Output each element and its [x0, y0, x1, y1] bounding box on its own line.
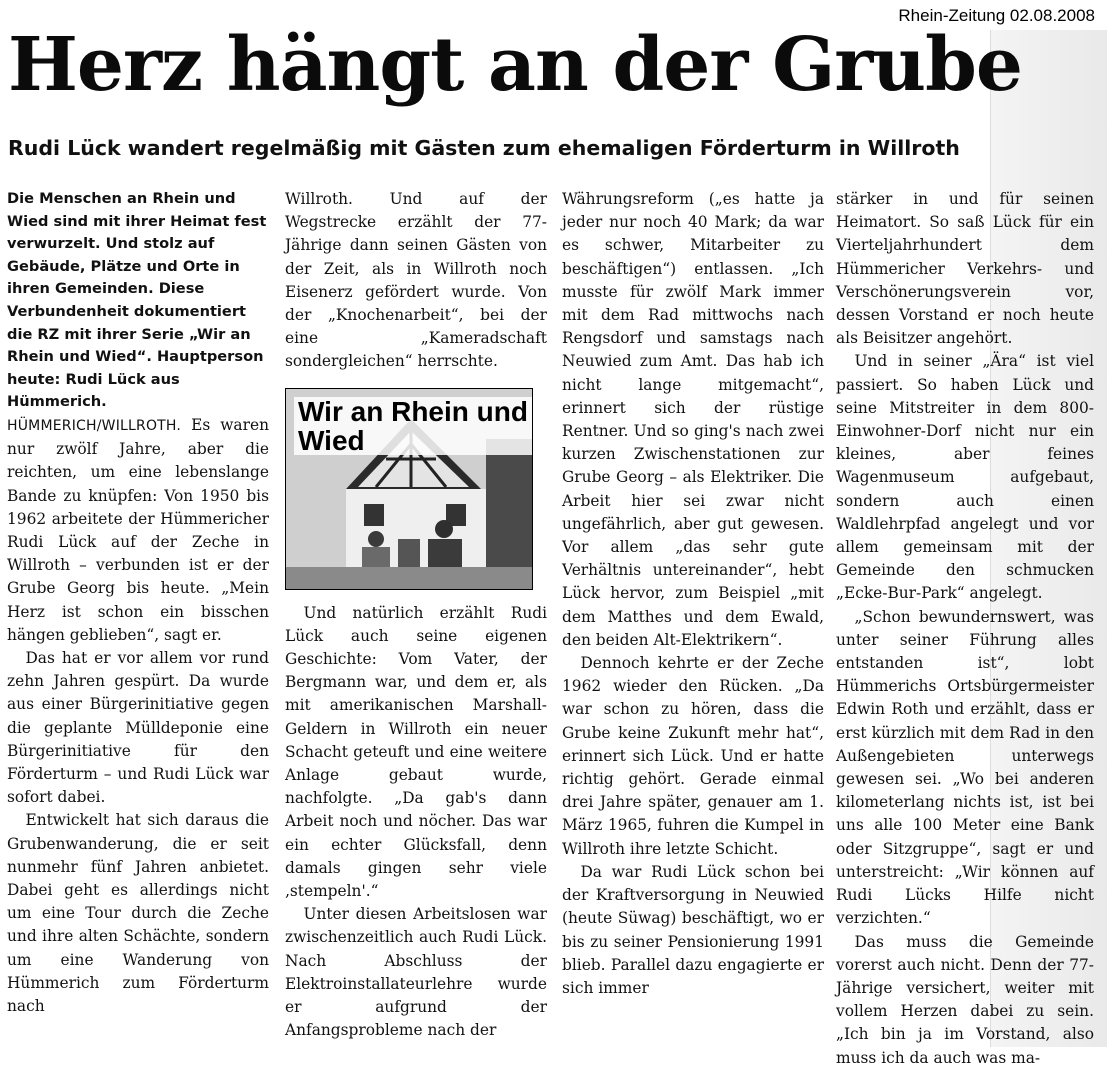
source-date-label: Rhein-Zeitung 02.08.2008	[898, 6, 1095, 25]
series-photo	[285, 388, 533, 590]
article-column-2	[285, 188, 547, 1042]
body-paragraph: Dennoch kehrte er der Zeche 1962 wieder den Rücken. „Da war schon zu hören, dass die Grube keine Zukunft mehr hat“, erinnert sich Lück. Und er hatte richtig gehört. Gerade einmal drei Jahre später, genauer am 1. März 1965, fuhren die Kumpel in Willroth ihre letzte Schicht.	[562, 654, 824, 858]
article-column-4	[836, 188, 1094, 1070]
body-paragraph: Währungsreform („es hatte ja jeder nur noch 40 Mark; da war es schwer, Mitarbeiter zu beschäftigen“) entlassen. „Ich musste für zwölf Mark immer mit dem Rad mittwochs nach Rengsdorf und samstags nach Neuwied zum Amt. Das hab ich nicht lange mitgemacht“, erinnert sich der rüstige Rentner. Und so ging's nach zwei kurzen Zwischenstationen zur Grube Georg – als Elektriker. Die Arbeit hier sei zwar nicht ungefährlich, aber gut gewesen. Vor allem „das sehr gute Verhältnis untereinander“, hebt Lück hervor, zum Beispiel „mit dem Matthes und dem Ewald, den beiden Alt-Elektrikern“.	[562, 190, 824, 649]
body-paragraph	[7, 414, 269, 647]
headline: Herz hängt an der Grube	[8, 22, 1022, 108]
body-paragraph: Das hat er vor allem vor rund zehn Jahren gespürt. Da wurde aus einer Bürgerinitiative gegen die geplante Mülldeponie eine Bürgerinitiative für den Förderturm – und Rudi Lück war sofort dabei.	[7, 648, 269, 807]
body-paragraph: stärker in und für seinen Heimatort. So saß Lück für ein Vierteljahrhundert dem Hümmericher Verkehrs- und Verschönerungsverein vor, dessen Vorstand er noch heute als Beisitzer angehört.	[836, 190, 1094, 348]
body-text: Es waren nur zwölf Jahre, aber die reichten, um eine lebenslange Bande zu knüpfen: Von 1950 bis 1962 arbeitete der Hümmericher Rudi Lück auf der Zeche in Willroth – verbunden ist er der Grube Georg bis heute. „Mein Herz ist schon ein bisschen hängen geblieben“, sagt er.	[7, 415, 269, 644]
lead-paragraph: Die Menschen an Rhein und Wied sind mit ihrer Heimat fest verwurzelt. Und stolz auf Gebäude, Plätze und Orte in ihren Gemeinden. Diese Verbundenheit dokumentiert die RZ mit ihrer Serie „Wir an Rhein und Wied“. Hauptperson heute: Rudi Lück aus Hümmerich.	[7, 190, 267, 411]
body-paragraph: Und in seiner „Ära“ ist viel passiert. So haben Lück und seine Mitstreiter in dem 800-Einwohner-Dorf nicht nur ein kleines, aber feines Wagenmuseum aufgebaut, sondern auch einen Waldlehrpfad angelegt und vor allem gemeinsam mit der Gemeinde den schmucken „Ecke-Bur-Park“ angelegt.	[836, 352, 1094, 603]
body-paragraph: Das muss die Gemeinde vorerst auch nicht. Denn der 77-Jährige versichert, weiter mit vollem Herzen dabei zu sein. „Ich bin ja im Vorstand, also muss ich da auch was ma-	[836, 932, 1094, 1067]
subheadline: Rudi Lück wandert regelmäßig mit Gästen zum ehemaligen Förderturm in Willroth	[8, 136, 960, 160]
dateline: HÜMMERICH/WILLROTH.	[7, 417, 182, 434]
article-column-1	[7, 188, 269, 1018]
body-paragraph: „Schon bewundernswert, was unter seiner Führung alles entstanden ist“, lobt Hümmerichs Ortsbürgermeister Edwin Roth und erzählt, dass er erst kürzlich mit dem Rad in den Außengebieten unterwegs gewesen sei. „Wo bei anderen kilometerlang nichts ist, ist bei uns alle 100 Meter eine Bank oder Sitzgruppe“, sagt er und unterstreicht: „Wir können auf Rudi Lücks Hilfe nicht verzichten.“	[836, 607, 1094, 928]
body-paragraph: Willroth. Und auf der Wegstrecke erzählt der 77-Jährige dann seinen Gästen von der Zeit, als in Willroth noch Eisenerz gefördert wurde. Von der „Knochenarbeit“, bei der eine „Kameradschaft sondergleichen“ herrschte.	[285, 190, 547, 371]
article-column-3	[562, 188, 824, 1000]
series-logo-title: Wir an Rhein und Wied	[294, 397, 532, 455]
body-paragraph: Und natürlich erzählt Rudi Lück auch seine eigenen Geschichte: Vom Vater, der Bergmann war, und dem er, als mit amerikanischen Marshall-Geldern in Willroth ein neuer Schacht geteuft und eine weitere Anlage gebaut wurde, nachfolgte. „Da gab's dann Arbeit noch und nöcher. Das war ein echter Glücksfall, denn damals gingen sehr viele ‚stempeln'.“	[285, 603, 547, 901]
body-paragraph: Da war Rudi Lück schon bei der Kraftversorgung in Neuwied (heute Süwag) beschäftigt, wo er bis zu seiner Pensionierung 1991 blieb. Parallel dazu engagierte er sich immer	[562, 862, 824, 997]
body-paragraph: Unter diesen Arbeitslosen war zwischenzeitlich auch Rudi Lück. Nach Abschluss der Elektroinstallateurlehre wurde er aufgrund der Anfangsprobleme nach der	[285, 905, 547, 1040]
body-paragraph: Entwickelt hat sich daraus die Grubenwanderung, die er seit nunmehr fünf Jahren anbietet. Dabei geht es allerdings nicht um eine Tour durch die Zeche und ihre alten Schächte, sondern um eine Wanderung von Hümmerich zum Förderturm nach	[7, 811, 269, 1016]
